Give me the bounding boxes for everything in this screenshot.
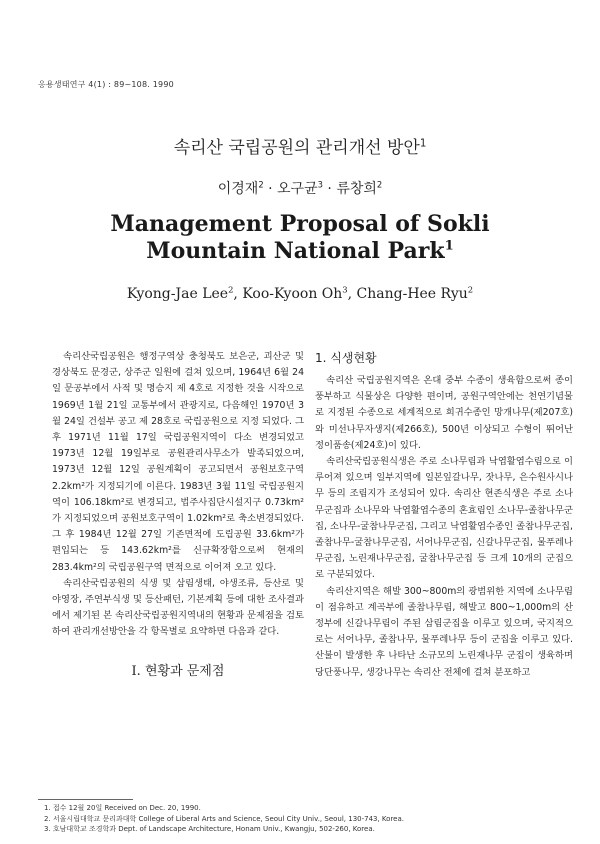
- footnote-divider: [38, 799, 133, 800]
- english-authors: [0, 286, 600, 302]
- korean-title: [0, 133, 600, 158]
- author-ko-2-mark: 3: [317, 179, 323, 190]
- author-ko-2: 오구균: [277, 181, 318, 197]
- author-ko-1: 이경재: [217, 181, 259, 197]
- author-en-2: Koo-Kyoon Oh: [242, 286, 343, 302]
- korean-authors: [0, 178, 600, 198]
- english-title-line-2: Mountain National Park: [146, 238, 445, 264]
- author-en-3: Chang-Hee Ryu: [356, 286, 468, 302]
- author-ko-3: 류창희: [336, 181, 377, 197]
- subsection-heading-vegetation: 1. 식생현황: [315, 351, 377, 365]
- author-ko-1-mark: 2: [258, 179, 264, 190]
- korean-title-text: 속리산 국립공원의 관리개선 방안: [173, 138, 420, 158]
- footnote-3: 3. 호남대학교 조경학과 Dept. of Landscape Architecture, Honam Univ., Kwangju, 502-260, Korea.: [44, 825, 375, 833]
- korean-title-footnote-mark: 1: [419, 138, 427, 150]
- left-column: [52, 349, 304, 687]
- author-ko-3-mark: 2: [376, 179, 383, 190]
- author-separator: ·: [268, 181, 273, 197]
- author-en-1: Kyong-Jae Lee: [126, 286, 229, 302]
- footnotes: [44, 803, 404, 835]
- english-title-footnote-mark: 1: [444, 238, 454, 254]
- body-paragraph: 속리산지역은 해발 300~800m의 광범위한 지역에 소나무림이 점유하고 계곡부에 졸참나무림, 해발고 800~1,000m의 산정부에 신갈나무림이 주된 삼림군집을 이루고 있으며, 국지적으로는 서어나무, 졸참나무, 물푸레나무 등이 군집을 이루고 있다. 산불이 발생한 후 나타난 소규모의 노린재나무 군집이 생육하며 당단풍나무, 생강나무는 속리산 전체에 걸쳐 분포하고: [315, 585, 573, 678]
- journal-citation: 응용생태연구 4(1) : 89~108. 1990: [38, 80, 174, 89]
- right-column: [315, 349, 573, 681]
- english-title-line-1: Management Proposal of Sokli: [110, 211, 490, 237]
- footnote-1: 1. 접수 12월 20일 Received on Dec. 20, 1990.: [44, 804, 201, 812]
- author-en-separator: ,: [233, 286, 243, 302]
- footnote-2: 2. 서울시립대학교 문리과대학 College of Liberal Arts and Science, Seoul City Univ., Seoul, 130-743, Korea.: [44, 814, 405, 823]
- body-paragraph: 속리산국립공원은 행정구역상 충청북도 보은군, 괴산군 및 경상북도 문경군, 상주군 일원에 걸쳐 있으며, 1964년 6월 24일 문공부에서 사적 및 명승지 제 4호로 지정한 것을 시작으로 1969년 1월 21일 교통부에서 관광지로, 다음해인 1970년 3월 24일 건설부 공고 제 28호로 국립공원으로 지정 되었다. 그후 1971년 11월 17일 국립공원지역이 다소 변경되었고 1973년 12월 19일부로 공원관리사무소가 발족되었으며, 1973년 12월 12일 공원계획이 공고되면서 공원보호구역 2.2km²가 지정되기에 이른다. 1983년 3월 11일 국립공원지역이 106.18km²로 변경되고, 법주사집단시설지구 0.73km²가 지정되었으며 공원보호구역이 1.02km²로 축소변경되었다. 그 후 1984년 12월 27일 기존면적에 도립공원 33.6km²가 편입되는 등 143.62km²를 신규확장함으로써 현재의 283.4km²의 국립공원구역 면적으로 이어져 오고 있다.: [52, 351, 304, 573]
- english-title: [0, 211, 600, 265]
- author-en-2-mark: 3: [342, 284, 348, 295]
- author-en-1-mark: 2: [228, 284, 234, 295]
- author-separator: ·: [327, 181, 332, 197]
- section-heading-1: Ⅰ. 현황과 문제점: [131, 663, 225, 679]
- body-paragraph: 속리산국립공원식생은 주로 소나무림과 낙엽활엽수림으로 이루어져 있으며 일부지역에 일본잎갈나무, 잣나무, 은수원사시나무 등의 조림지가 조성되어 있다. 속리산 현존식생은 주로 소나무군집과 소나무와 낙엽활엽수종의 혼효림인 소나무-졸참나무군집, 소나무-굴참나무군집, 그리고 낙엽활엽수종인 졸참나무군집, 졸참나무-굴참나무군집, 서어나무군집, 신갈나무군집, 물푸레나무군집, 노린재나무군집, 굴참나무군집 등 크게 10개의 군집으로 구분되었다.: [315, 456, 573, 581]
- author-en-separator: ,: [347, 286, 357, 302]
- author-en-3-mark: 2: [467, 284, 474, 295]
- body-paragraph: 속리산 국립공원지역은 온대 중부 수종이 생육함으로써 종이 풍부하고 식물상은 다양한 편이며, 공원구역안에는 천연기념물로 지정된 수종으로 세계적으로 희귀수종인 망개나무(제207호)와 미선나무자생지(제266호), 500년 이상되고 수형이 뛰어난 정이품송(제24호)이 있다.: [315, 375, 573, 451]
- body-paragraph: 속리산국립공원의 식생 및 삼림생태, 야생조류, 등산로 및 야영장, 주연부식생 및 등산패턴, 기본계획 등에 대한 조사결과에서 제기된 본 속리산국립공원지역내의 현황과 문제점을 검토하여 관리개선방안을 각 항목별로 요약하면 다음과 같다.: [52, 577, 304, 638]
- english-title-line-2-wrap: [0, 238, 600, 265]
